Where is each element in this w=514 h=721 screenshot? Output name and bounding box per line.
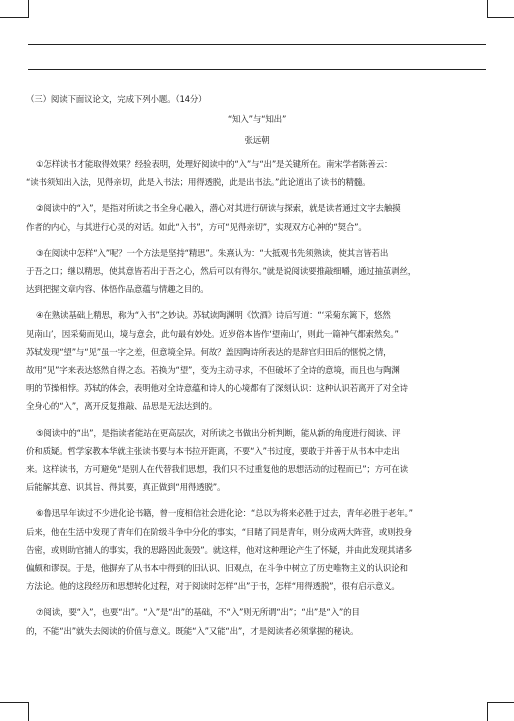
paragraph-line: ⑥鲁迅早年读过不少进化论书籍，曾一度相信社会进化论：“总以为将来必胜于过去，青年必胜于老年。” — [36, 509, 413, 520]
paragraph-line: 告密，或则助官捕人的事实，我的思路因此轰毁”。就这样，他对这种理论产生了怀疑，并由此发现其诸多 — [26, 545, 413, 556]
essay-author: 张远朝 — [244, 136, 270, 146]
crop-mark-tr-v — [487, 0, 488, 18]
paragraph-line: 明的节操相悖。苏轼的体会，表明他对全诗意蕴和诗人的心境都有了深刻认识：这种认识若离开了对全诗 — [26, 384, 408, 395]
paragraph-line: ③在阅读中怎样“入”呢？一个方法是坚持“精思”。朱熹认为：“大抵观书先须熟读，使其言皆若出 — [36, 248, 389, 259]
paragraph-5 — [26, 425, 488, 498]
paragraph-2 — [26, 200, 488, 236]
header-rule-bottom — [28, 69, 486, 70]
paragraph-line: 于吾之口；继以精思，使其意皆若出于吾之心，然后可以有得尔。”就是说阅读要推敲细嚼，通过抽茧剥丝， — [26, 267, 417, 278]
paragraph-line: 偏颇和谬误。于是，他摒弃了从书本中得到的旧认识、旧观点，在斗争中树立了历史唯物主义的认识论和 — [26, 564, 408, 575]
paragraph-line: 达到把握文章内容、体悟作品意蕴与情趣之目的。 — [26, 285, 209, 296]
document-body — [26, 94, 488, 649]
paragraph-line: 后来，他在生活中发现了青年们在阶级斗争中分化的事实，“目睹了同是青年，则分成两大阵营，或则投身 — [26, 527, 413, 538]
paragraph-3 — [26, 245, 488, 300]
crop-mark-tl-v — [28, 0, 29, 18]
paragraph-line: 来。这样读书，方可避免“是别人在代替我们思想，我们只不过重复他的思想活动的过程而已”；方可在读 — [26, 465, 408, 476]
crop-mark-tl-h — [0, 17, 28, 18]
paragraph-line: 苏轼发现“望”与“见”虽一字之差，但意境全异。何故？盖因陶诗所表达的是辞官归田后的惬悦之情， — [26, 347, 392, 358]
paragraph-line: “读书须知出入法，见得亲切，此是入书法；用得透脱，此是出书法。”此论道出了读书的精髓。 — [26, 178, 371, 189]
paragraph-line: ⑤阅读中的“出”，是指读者能站在更高层次，对所读之书做出分析判断，能从新的角度进行阅读、评 — [36, 428, 401, 439]
crop-mark-tr-h — [487, 17, 514, 18]
paragraph-line: ④在熟读基础上精思，称为“入书”之妙诀。苏轼读陶渊明《饮酒》诗后写道：“‘采菊东篱下，悠然 — [36, 311, 391, 322]
paragraph-line: 全身心的“入”，离开反复推敲、品思是无法达到的。 — [26, 402, 218, 413]
section-heading: （三）阅读下面议论文，完成下列小题。（14分） — [26, 95, 207, 105]
paragraph-line: 故用“见”字来表达悠然自得之态。若换为“望”，变为主动寻求，不但破坏了全诗的意境，而且也与陶渊 — [26, 366, 400, 377]
paragraph-6 — [26, 505, 488, 596]
paragraph-line: 方法论。他的这段经历和思想转化过程，对于阅读时怎样“出”于书，怎样“用得透脱”，很有启示意义。 — [26, 582, 400, 593]
paragraph-line: 后能解其意、识其旨、得其要，真正做到“用得透脱”。 — [26, 483, 226, 494]
paragraph-4 — [26, 307, 488, 416]
paragraph-line: ⑦阅读，要“入”，也要“出”。“入”是“出”的基础，不“入”则无所谓“出”；“出”是“入”的目 — [36, 608, 360, 619]
crop-mark-br-v — [487, 702, 488, 721]
paragraph-line: 见南山’，因采菊而见山，境与意会，此句最有妙处。近岁俗本皆作‘望南山’，则此一篇神气都索然矣。” — [26, 329, 399, 340]
paragraph-line: 作者的内心，与其进行心灵的对话。如此“入书”，方可“见得亲切”，实现双方心神的“契合”。 — [26, 222, 367, 233]
crop-mark-bl-v — [28, 702, 29, 721]
paragraph-7 — [26, 604, 488, 640]
essay-title: “知入”与“知出” — [227, 115, 287, 125]
header-rule-top — [28, 44, 486, 45]
crop-mark-br-h — [487, 702, 514, 703]
paragraph-line: 的，不能“出”就失去阅读的价值与意义。既能“入”又能“出”，才是阅读者必须掌握的秘诀。 — [26, 626, 359, 637]
paragraph-line: ②阅读中的“入”，是指对所读之书全身心融入，潜心对其进行研读与探索，就是读者通过文字去触摸 — [36, 204, 401, 215]
paragraph-line: 价和质疑。哲学家教本华就主张读书要与本书拉开距离，不要“入”书过度，要敢于并善于从书本中走出 — [26, 446, 400, 457]
paragraph-line: ①怎样读书才能取得效果？经验表明，处理好阅读中的“入”与“出”是关键所在。南宋学者陈善云： — [36, 160, 393, 170]
paragraph-1 — [26, 156, 488, 192]
crop-mark-bl-h — [0, 702, 28, 703]
